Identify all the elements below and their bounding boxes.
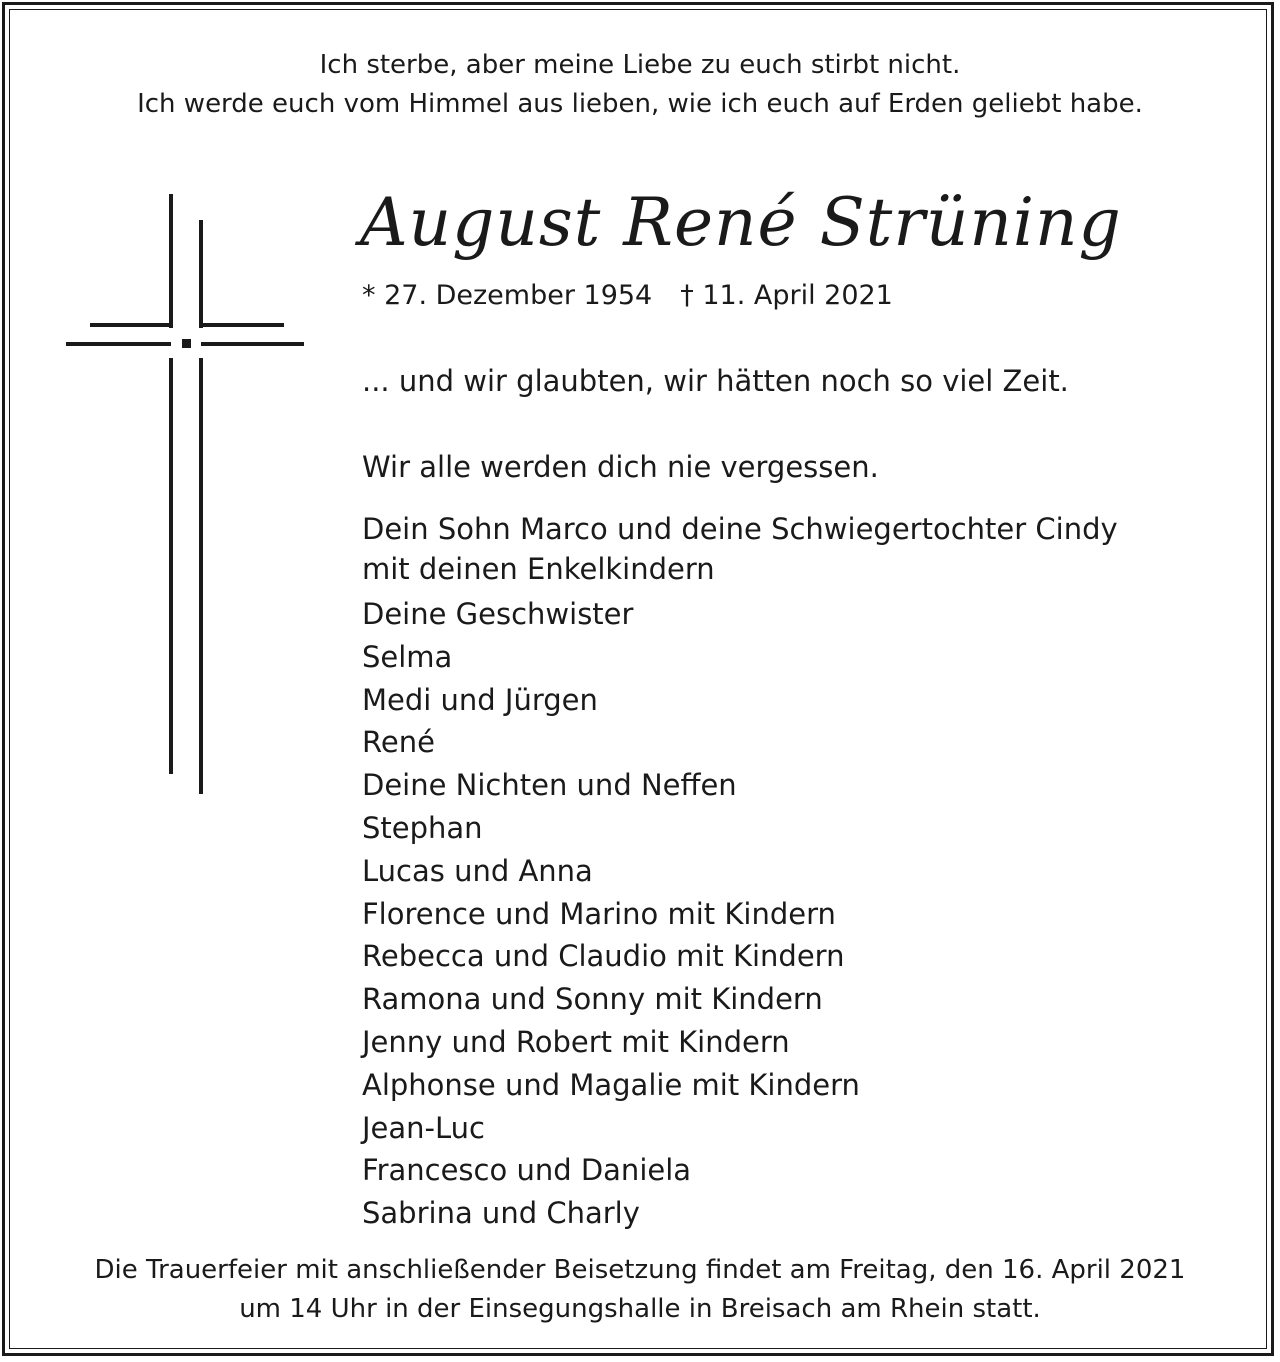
family-member: Sabrina und Charly — [362, 1196, 640, 1231]
family-member: Alphonse und Magalie mit Kindern — [362, 1067, 860, 1102]
family-intro: mit deinen Enkelkindern — [362, 552, 715, 586]
family-member: Jenny und Robert mit Kindern — [362, 1024, 790, 1059]
ceremony-line: Die Trauerfeier mit anschließender Beisetzung findet am Freitag, den 16. April 2021 — [94, 1255, 1186, 1285]
family-member: Florence und Marino mit Kindern — [362, 896, 836, 931]
memorial-line: ... und wir glaubten, wir hätten noch so viel Zeit. — [362, 364, 1069, 398]
quote-line: Ich werde euch vom Himmel aus lieben, wie ich euch auf Erden geliebt habe. — [137, 89, 1143, 119]
ceremony-info — [0, 1251, 1280, 1329]
family-member: Rebecca und Claudio mit Kindern — [362, 939, 845, 974]
cross-icon — [60, 188, 310, 800]
deceased-name: August René Strüning — [360, 184, 1122, 261]
family-member: René — [362, 725, 435, 760]
family-list — [362, 509, 1118, 1235]
family-member: Stephan — [362, 810, 483, 845]
quote-line: Ich sterbe, aber meine Liebe zu euch stirbt nicht. — [319, 50, 961, 80]
family-member: Deine Geschwister — [362, 597, 634, 631]
family-members — [362, 593, 1118, 1235]
family-member: Selma — [362, 639, 453, 674]
family-intro: Dein Sohn Marco und deine Schwiegertochter Cindy — [362, 512, 1118, 546]
ceremony-line: um 14 Uhr in der Einsegungshalle in Breisach am Rhein statt. — [239, 1294, 1041, 1324]
family-member: Francesco und Daniela — [362, 1153, 692, 1188]
family-member: Jean-Luc — [362, 1110, 485, 1145]
memorial-line: Wir alle werden dich nie vergessen. — [362, 450, 879, 484]
family-member: Ramona und Sonny mit Kindern — [362, 982, 823, 1017]
birth-date: * 27. Dezember 1954 — [362, 280, 653, 311]
opening-quote — [0, 46, 1280, 124]
life-dates — [362, 276, 893, 316]
family-member: Deine Nichten und Neffen — [362, 768, 737, 803]
death-date: † 11. April 2021 — [680, 280, 893, 311]
family-member: Lucas und Anna — [362, 853, 593, 888]
family-member: Medi und Jürgen — [362, 682, 598, 717]
